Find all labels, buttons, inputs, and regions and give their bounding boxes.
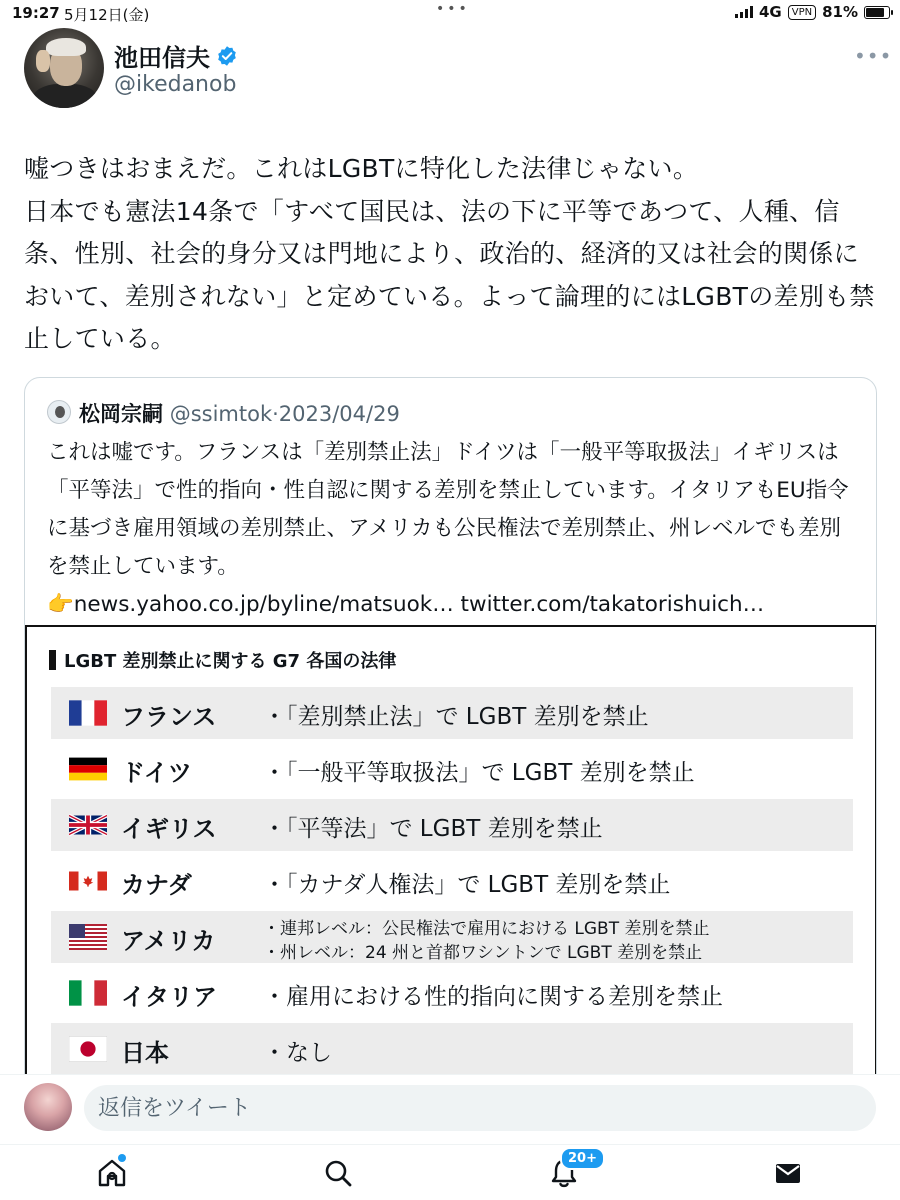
country-law: ・「一般平等取扱法」で LGBT 差別を禁止 (263, 760, 695, 786)
usa-flag-icon (69, 924, 107, 950)
quote-author-meta: @ssimtok·2023/04/29 (169, 402, 400, 426)
infographic-title (49, 647, 396, 673)
uk-flag-icon (69, 812, 107, 838)
infographic-row-japan (51, 1023, 853, 1075)
infographic-row-france (51, 687, 853, 739)
mail-icon[interactable] (772, 1157, 804, 1189)
battery-icon (864, 6, 890, 19)
author-name-text: 池田信夫 (114, 44, 210, 72)
quote-author-name: 松岡宗嗣 (79, 402, 163, 426)
home-unread-dot (118, 1154, 126, 1162)
country-name: イギリス (121, 815, 217, 843)
status-bar (0, 0, 900, 26)
infographic-row-germany (51, 743, 853, 795)
infographic-row-uk (51, 799, 853, 851)
france-flag-icon (69, 700, 107, 726)
multitasking-dots-icon[interactable]: ••• (436, 1, 470, 17)
country-law: ・雇用における性的指向に関する差別を禁止 (263, 984, 723, 1010)
country-name: イタリア (121, 983, 217, 1011)
infographic-title-text: LGBT 差別禁止に関する G7 各国の法律 (64, 651, 397, 672)
title-bar-decoration (49, 650, 56, 670)
country-name: フランス (121, 703, 217, 731)
country-law-line-1: ・連邦レベル：公民権法で雇用における LGBT 差別を禁止 (263, 919, 710, 939)
current-user-avatar[interactable] (24, 1083, 72, 1131)
quote-tweet-card[interactable] (24, 377, 877, 1097)
infographic-row-italy (51, 967, 853, 1019)
country-law: ・「平等法」で LGBT 差別を禁止 (263, 816, 603, 842)
battery-percent: 81% (822, 3, 858, 21)
network-type: 4G (758, 3, 782, 21)
author-display-name[interactable] (114, 38, 238, 73)
author-avatar[interactable] (24, 28, 104, 108)
infographic-row-usa (51, 911, 853, 963)
country-law: ・「差別禁止法」で LGBT 差別を禁止 (263, 704, 649, 730)
tweet-text: 嘘つきはおまえだ。これはLGBTに特化した法律じゃない。 日本でも憲法14条で「すべて国民は、法の下に平等であつて、人種、信条、性別、社会的身分又は門地により、政治的、経済的又は社会的関係に おいて、差別されない」と定めている。よって論理的にはLGBTの差別も禁止している。 (24, 154, 875, 354)
country-law: ・なし (263, 1040, 332, 1066)
vpn-badge: VPN (788, 5, 816, 20)
signal-icon (735, 6, 753, 18)
quote-author-avatar (47, 400, 71, 424)
quote-text: これは嘘です。フランスは「差別禁止法」ドイツは「一般平等取扱法」イギリスは「平等法」で性的指向・性自認に関する差別を禁止しています。イタリアもEU指令に基づき雇用領域の差別禁止、アメリカも公民権法で差別禁止、州レベルでも差別を禁止しています。 👉news.yahoo.co.jp/byline/matsuok… twitter.com/takatorishuich… (47, 440, 849, 617)
notifications-badge: 20+ (560, 1147, 605, 1170)
country-name: 日本 (121, 1039, 169, 1067)
quote-header (79, 398, 400, 428)
more-options-icon[interactable]: ••• (854, 44, 893, 68)
italy-flag-icon (69, 980, 107, 1006)
japan-flag-icon (69, 1036, 107, 1062)
quote-attached-image[interactable] (25, 625, 877, 1097)
country-law: ・「カナダ人権法」で LGBT 差別を禁止 (263, 872, 671, 898)
country-name: ドイツ (121, 759, 192, 787)
reply-bar (0, 1074, 900, 1144)
country-law-line-2: ・州レベル：24 州と首都ワシントンで LGBT 差別を禁止 (263, 943, 703, 963)
reply-input[interactable] (84, 1085, 876, 1131)
bottom-navigation (0, 1144, 900, 1200)
country-name: アメリカ (121, 927, 216, 955)
search-icon[interactable] (322, 1157, 354, 1189)
status-date: 5月12日(金) (64, 6, 150, 24)
verified-badge-icon (216, 45, 238, 67)
country-name: カナダ (121, 871, 192, 899)
germany-flag-icon (69, 756, 107, 782)
status-indicators (735, 3, 890, 21)
infographic-row-canada (51, 855, 853, 907)
canada-flag-icon (69, 868, 107, 894)
author-handle[interactable]: @ikedanob (114, 72, 237, 97)
status-time: 19:27 (12, 4, 60, 22)
